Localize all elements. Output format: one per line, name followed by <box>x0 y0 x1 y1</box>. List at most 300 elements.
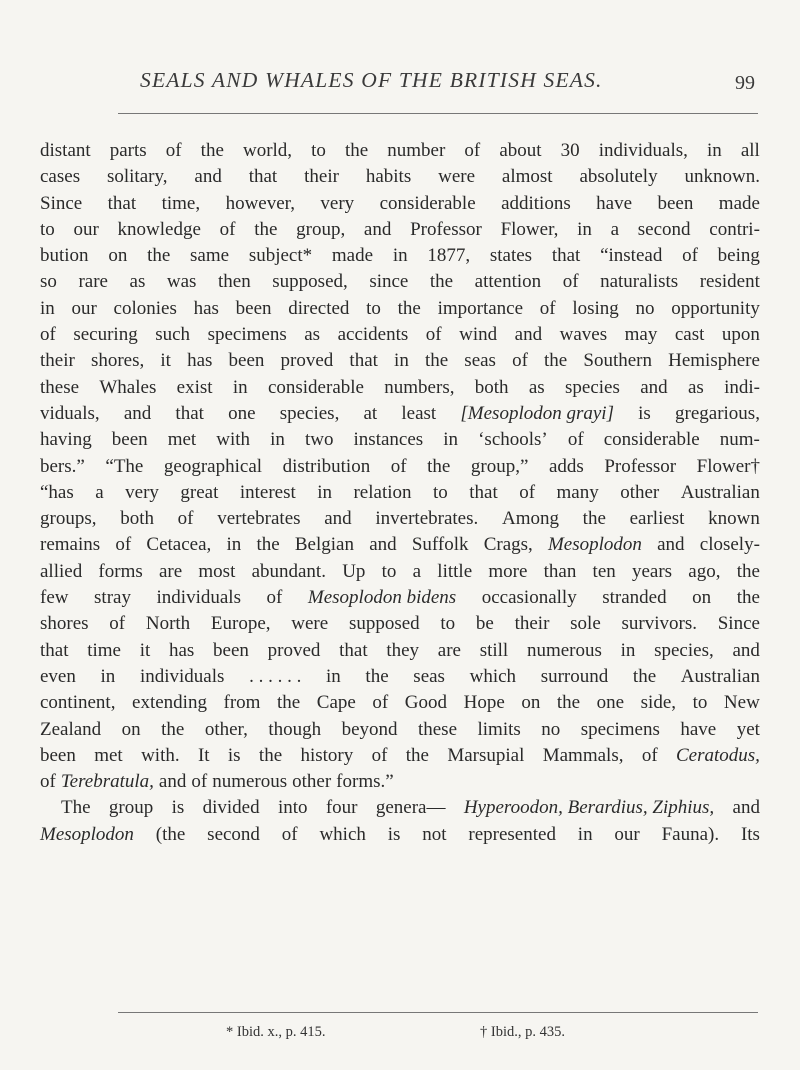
word: wind <box>459 324 498 346</box>
word: forms.” <box>336 771 394 793</box>
text-line <box>40 480 760 506</box>
word: of <box>390 455 407 477</box>
word: seas <box>413 665 445 687</box>
word: naturalists <box>600 271 679 293</box>
word: specimens <box>580 718 660 740</box>
word: on <box>121 718 141 740</box>
word: our <box>614 823 640 845</box>
word: in <box>232 376 248 398</box>
word: of <box>539 297 556 319</box>
word: the <box>736 560 760 582</box>
word: securing <box>73 324 138 346</box>
word: parts <box>109 140 147 161</box>
word: have <box>596 192 633 214</box>
word: has <box>169 639 195 661</box>
word: remains <box>40 534 101 556</box>
word: the <box>365 665 389 687</box>
word: North <box>145 613 191 635</box>
word: allied <box>40 560 83 582</box>
word: of <box>281 823 298 845</box>
word: directed <box>288 297 350 319</box>
text-line <box>40 454 760 480</box>
word: knowledge <box>117 218 201 240</box>
word: of <box>40 324 56 346</box>
word: Among <box>501 508 559 530</box>
text-line <box>40 690 760 716</box>
word: of <box>371 744 388 766</box>
word: being <box>717 245 760 267</box>
word: in <box>620 639 636 661</box>
word: though <box>268 718 322 740</box>
word: Mammals, <box>542 744 624 766</box>
word: as <box>528 376 545 398</box>
word: interest <box>239 481 296 503</box>
word: time, <box>161 192 201 214</box>
word: a <box>412 560 422 582</box>
word: one <box>596 692 625 714</box>
word: absolutely <box>579 166 658 188</box>
text-line <box>40 743 760 769</box>
word: Mesoplodon <box>40 823 134 845</box>
text-line <box>40 611 760 637</box>
word: all <box>740 140 760 161</box>
word: that <box>248 166 278 188</box>
footnote-2: † Ibid., p. 435. <box>480 1024 565 1040</box>
word: which <box>469 665 517 687</box>
word: these <box>417 718 458 740</box>
word: Ceratodus, <box>676 744 760 766</box>
word: have <box>680 718 717 740</box>
text-line <box>40 217 760 243</box>
word: individuals <box>139 665 225 687</box>
word: in <box>392 245 408 267</box>
word: of <box>464 140 481 161</box>
word: Professor <box>604 455 677 477</box>
word: survivors. <box>621 613 697 635</box>
text-line <box>40 532 760 558</box>
word: Flower, <box>500 218 559 240</box>
word: has <box>187 350 213 372</box>
word: and <box>363 218 392 240</box>
footnote-1: * Ibid. x., p. 415. <box>226 1024 326 1040</box>
word: solitary, <box>106 166 168 188</box>
word: specimens <box>207 324 287 346</box>
word: these <box>40 376 80 398</box>
word: Hemisphere <box>668 350 760 372</box>
word: “has <box>40 481 74 503</box>
word: of <box>219 218 236 240</box>
word: both <box>474 376 509 398</box>
word: shores <box>40 613 89 635</box>
word: contri- <box>709 218 760 240</box>
word: subject* <box>248 245 313 267</box>
word: number <box>387 140 446 161</box>
text-line <box>40 427 760 453</box>
word: as <box>687 376 704 398</box>
word: Cape <box>316 692 356 714</box>
word: “instead <box>600 245 663 267</box>
word: of <box>165 140 182 161</box>
word: and <box>158 771 187 793</box>
text-line <box>40 191 760 217</box>
word: the <box>147 245 171 267</box>
word: Southern <box>583 350 652 372</box>
word: states <box>489 245 533 267</box>
word: been <box>228 350 265 372</box>
word: on <box>692 587 712 609</box>
word: Professor <box>410 218 482 240</box>
word: Australian <box>680 665 760 687</box>
word: from <box>223 692 261 714</box>
word: seas <box>464 350 496 372</box>
word: yet <box>736 718 760 740</box>
word: very <box>320 192 355 214</box>
word: numerous <box>212 771 288 793</box>
word: additions <box>501 192 571 214</box>
text-line <box>40 348 760 374</box>
word: no <box>541 718 561 740</box>
word: closely- <box>699 534 760 556</box>
word: the <box>632 665 657 687</box>
word: stranded <box>602 587 667 609</box>
word: same <box>190 245 230 267</box>
word: that <box>175 402 204 424</box>
text-line <box>40 269 760 295</box>
word: other <box>292 771 332 793</box>
word: no <box>635 297 655 319</box>
text-line <box>40 585 760 611</box>
word: little <box>437 560 473 582</box>
word: the <box>429 271 454 293</box>
word: Mesoplodon <box>547 534 642 556</box>
word: groups, <box>40 508 97 530</box>
word: to <box>311 140 326 161</box>
word: Crags, <box>483 534 533 556</box>
text-line <box>40 322 760 348</box>
word: of <box>115 534 132 556</box>
word: upon <box>721 324 760 346</box>
word: the <box>556 692 581 714</box>
word: group <box>108 797 154 819</box>
word: that <box>40 639 69 661</box>
word: in <box>40 297 55 319</box>
word: supposed, <box>272 271 348 293</box>
word: the <box>161 718 185 740</box>
word: which <box>319 823 366 845</box>
word: to <box>366 297 381 319</box>
word: met <box>167 429 197 451</box>
word: world, <box>242 140 293 161</box>
word: however, <box>225 192 295 214</box>
word: that <box>349 350 378 372</box>
word: in <box>577 823 593 845</box>
word: been <box>111 429 148 451</box>
word: occasionally <box>481 587 577 609</box>
word: and <box>324 508 352 530</box>
word: ‘schools’ <box>478 429 548 451</box>
word: our <box>71 297 97 319</box>
word: of <box>40 771 56 793</box>
page-number: 99 <box>735 72 755 94</box>
word: proved <box>267 639 321 661</box>
word: relation <box>353 481 412 503</box>
word: in <box>317 481 333 503</box>
word: the <box>544 350 568 372</box>
word: to <box>432 481 448 503</box>
word: the <box>344 140 369 161</box>
word: at <box>363 402 378 424</box>
word: and <box>514 324 543 346</box>
word: accidents <box>337 324 409 346</box>
word: and <box>123 402 152 424</box>
word: and <box>194 166 222 188</box>
word: it <box>160 350 171 372</box>
word: of <box>682 245 698 267</box>
word: invertebrates. <box>375 508 479 530</box>
word: rare <box>78 271 108 293</box>
word: . . . . . . <box>249 665 302 687</box>
word: vertebrates <box>217 508 301 530</box>
word: “The <box>105 455 144 477</box>
word: were <box>438 166 476 188</box>
word: since <box>369 271 409 293</box>
word: waves <box>559 324 608 346</box>
word: of <box>425 324 442 346</box>
word: Since <box>40 192 83 214</box>
word: many <box>556 481 599 503</box>
word: second <box>637 218 691 240</box>
word: limits <box>477 718 521 740</box>
word: in <box>270 429 285 451</box>
text-line <box>40 559 760 585</box>
word: and <box>732 797 760 819</box>
word: more <box>488 560 528 582</box>
word: attention <box>474 271 542 293</box>
word: than <box>543 560 577 582</box>
word: exist <box>176 376 213 398</box>
word: of <box>567 429 584 451</box>
word: they <box>386 639 420 661</box>
word: represented <box>468 823 556 845</box>
text-line <box>40 822 760 848</box>
word: unknown. <box>684 166 760 188</box>
word: It <box>197 744 210 766</box>
word: into <box>277 797 308 819</box>
word: species, <box>279 402 340 424</box>
word: adds <box>548 455 584 477</box>
word: New <box>723 692 760 714</box>
word: even <box>40 665 76 687</box>
word: that <box>107 192 137 214</box>
word: abundant. <box>251 560 326 582</box>
word: [Mesoplodon grayi] <box>460 402 614 424</box>
word: in <box>577 218 592 240</box>
word: were <box>291 613 329 635</box>
word: side, <box>640 692 677 714</box>
word: made <box>331 245 374 267</box>
word: about <box>499 140 542 161</box>
word: Fauna). <box>661 823 720 845</box>
word: of <box>266 587 283 609</box>
footnote-rule <box>118 1012 758 1013</box>
word: The <box>61 797 91 819</box>
word: two <box>304 429 334 451</box>
word: num- <box>719 429 760 451</box>
word: the <box>405 744 429 766</box>
word: bers.” <box>40 455 85 477</box>
word: Hyperoodon, Berardius, Ziphius, <box>463 797 715 819</box>
word: years <box>631 560 673 582</box>
word: in <box>443 429 459 451</box>
word: still <box>479 639 509 661</box>
word: Belgian <box>294 534 354 556</box>
word: with. <box>141 744 180 766</box>
word: geographical <box>163 455 263 477</box>
running-title: SEALS AND WHALES OF THE BRITISH SEAS. <box>140 68 603 92</box>
word: in <box>325 665 341 687</box>
word: our <box>73 218 99 240</box>
word: cast <box>674 324 705 346</box>
word: is <box>387 823 401 845</box>
text-line <box>40 296 760 322</box>
word: been <box>213 639 249 661</box>
word: is <box>227 744 241 766</box>
word: the <box>424 350 449 372</box>
word: extending <box>132 692 207 714</box>
word: importance <box>437 297 524 319</box>
word: least <box>401 402 437 424</box>
word: colonies <box>113 297 177 319</box>
word: Mesoplodon bidens <box>307 587 457 609</box>
word: the <box>427 455 451 477</box>
word: a <box>95 481 104 503</box>
word: to <box>40 218 55 240</box>
word: the <box>258 744 283 766</box>
word: made <box>718 192 760 214</box>
word: with <box>216 429 251 451</box>
word: group, <box>296 218 346 240</box>
word: one <box>228 402 256 424</box>
word: resident <box>699 271 760 293</box>
word: distant <box>40 140 91 161</box>
word: was <box>166 271 197 293</box>
word: that <box>469 481 498 503</box>
word: their <box>514 613 550 635</box>
word: 1877, <box>427 245 471 267</box>
word: both <box>120 508 154 530</box>
word: indi- <box>724 376 760 398</box>
word: (the <box>155 823 186 845</box>
word: the <box>277 692 301 714</box>
word: Since <box>717 613 760 635</box>
word: on <box>108 245 128 267</box>
word: distribution <box>282 455 371 477</box>
word: Marsupial <box>447 744 525 766</box>
word: met <box>94 744 123 766</box>
text-line <box>40 717 760 743</box>
text-line <box>40 401 760 427</box>
word: great <box>180 481 219 503</box>
word: cases <box>40 166 81 188</box>
text-line <box>40 506 760 532</box>
word: considerable <box>379 192 476 214</box>
word: ago, <box>688 560 721 582</box>
word: proved <box>280 350 334 372</box>
word: of <box>512 350 528 372</box>
word: their <box>304 166 339 188</box>
word: and <box>369 534 397 556</box>
word: history <box>300 744 354 766</box>
word: are <box>158 560 183 582</box>
word: continent, <box>40 692 116 714</box>
word: and <box>732 639 760 661</box>
word: very <box>125 481 159 503</box>
word: considerable <box>267 376 364 398</box>
word: such <box>155 324 191 346</box>
word: bution <box>40 245 89 267</box>
word: Europe, <box>210 613 271 635</box>
word: of <box>177 508 194 530</box>
word: divided <box>202 797 260 819</box>
word: the <box>254 218 278 240</box>
word: been <box>40 744 76 766</box>
word: viduals, <box>40 402 100 424</box>
word: may <box>624 324 658 346</box>
word: their <box>40 350 75 372</box>
word: other <box>620 481 660 503</box>
text-line <box>40 375 760 401</box>
word: Up <box>342 560 366 582</box>
word: is <box>638 402 651 424</box>
word: that <box>339 639 368 661</box>
word: ten <box>592 560 616 582</box>
word: stray <box>94 587 131 609</box>
word: be <box>475 613 494 635</box>
word: shores, <box>90 350 145 372</box>
word: it <box>139 639 151 661</box>
word: species, <box>654 639 714 661</box>
word: few <box>40 587 69 609</box>
word: so <box>40 271 57 293</box>
body-text <box>40 138 760 848</box>
word: having <box>40 429 92 451</box>
word: to <box>440 613 456 635</box>
word: numerous <box>526 639 602 661</box>
word: on <box>521 692 541 714</box>
word: a <box>610 218 620 240</box>
word: 30 <box>560 140 580 161</box>
text-line <box>40 638 760 664</box>
word: been <box>235 297 272 319</box>
word: the <box>736 587 760 609</box>
word: considerable <box>603 429 700 451</box>
word: known <box>708 508 760 530</box>
word: of <box>519 481 536 503</box>
word: time <box>87 639 121 661</box>
word: most <box>198 560 236 582</box>
word: genera— <box>375 797 446 819</box>
word: of <box>191 771 208 793</box>
word: individuals <box>156 587 241 609</box>
word: and <box>657 534 685 556</box>
word: in <box>706 140 722 161</box>
word: beyond <box>341 718 398 740</box>
word: in <box>100 665 116 687</box>
word: Terebratula, <box>60 771 154 793</box>
word: forms <box>98 560 143 582</box>
word: surround <box>540 665 609 687</box>
word: Cetacea, <box>146 534 212 556</box>
